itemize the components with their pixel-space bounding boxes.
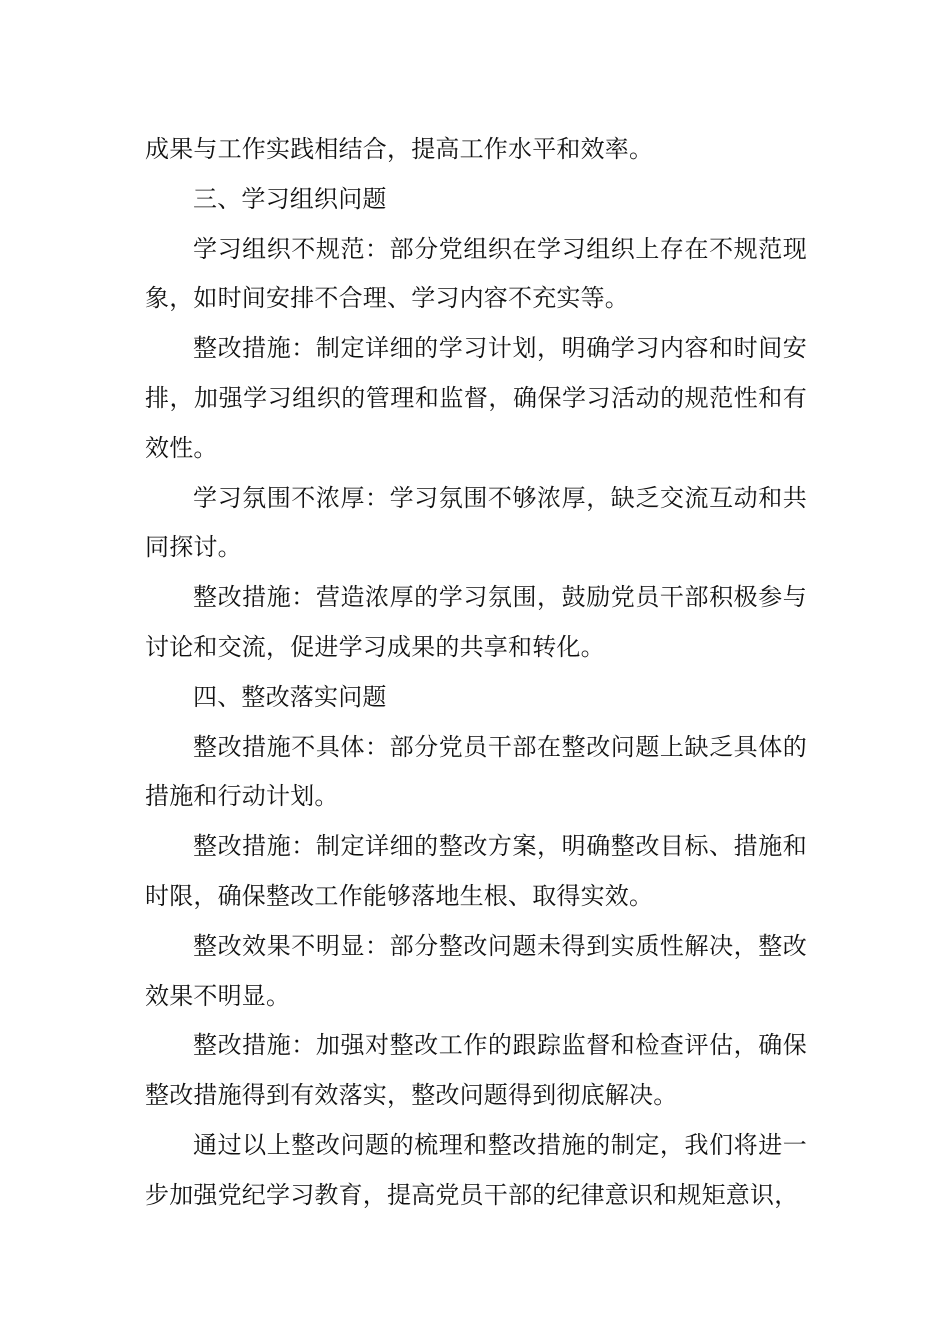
paragraph-issue-weak-effect: 整改效果不明显：部分整改问题未得到实质性解决，整改效果不明显。 — [145, 931, 807, 1010]
section-heading-4: 四、整改落实问题 — [193, 682, 387, 711]
paragraph-continuation: 成果与工作实践相结合，提高工作水平和效率。 — [145, 135, 654, 163]
paragraph-issue-weak-atmosphere: 学习氛围不浓厚：学习氛围不够浓厚，缺乏交流互动和共同探讨。 — [145, 483, 807, 562]
section-heading-3: 三、学习组织问题 — [193, 184, 387, 213]
paragraph-measure-supervision: 整改措施：加强对整改工作的跟踪监督和检查评估，确保整改措施得到有效落实，整改问题得到彻底解决。 — [145, 1031, 807, 1110]
paragraph-measure-study-plan: 整改措施：制定详细的学习计划，明确学习内容和时间安排，加强学习组织的管理和监督，确保学习活动的规范性和有效性。 — [145, 334, 807, 462]
paragraph-measure-atmosphere: 整改措施：营造浓厚的学习氛围，鼓励党员干部积极参与讨论和交流，促进学习成果的共享和转化。 — [145, 583, 807, 661]
paragraph-issue-irregular-organization: 学习组织不规范：部分党组织在学习组织上存在不规范现象，如时间安排不合理、学习内容不充实等。 — [145, 234, 807, 313]
paragraph-issue-vague-measures: 整改措施不具体：部分党员干部在整改问题上缺乏具体的措施和行动计划。 — [145, 732, 807, 811]
paragraph-conclusion: 通过以上整改问题的梳理和整改措施的制定，我们将进一步加强党纪学习教育，提高党员干部的纪律意识和规矩意识， — [145, 1130, 807, 1209]
paragraph-measure-rectification-plan: 整改措施：制定详细的整改方案，明确整改目标、措施和时限，确保整改工作能够落地生根、取得实效。 — [145, 832, 807, 910]
document-body — [145, 125, 807, 1221]
